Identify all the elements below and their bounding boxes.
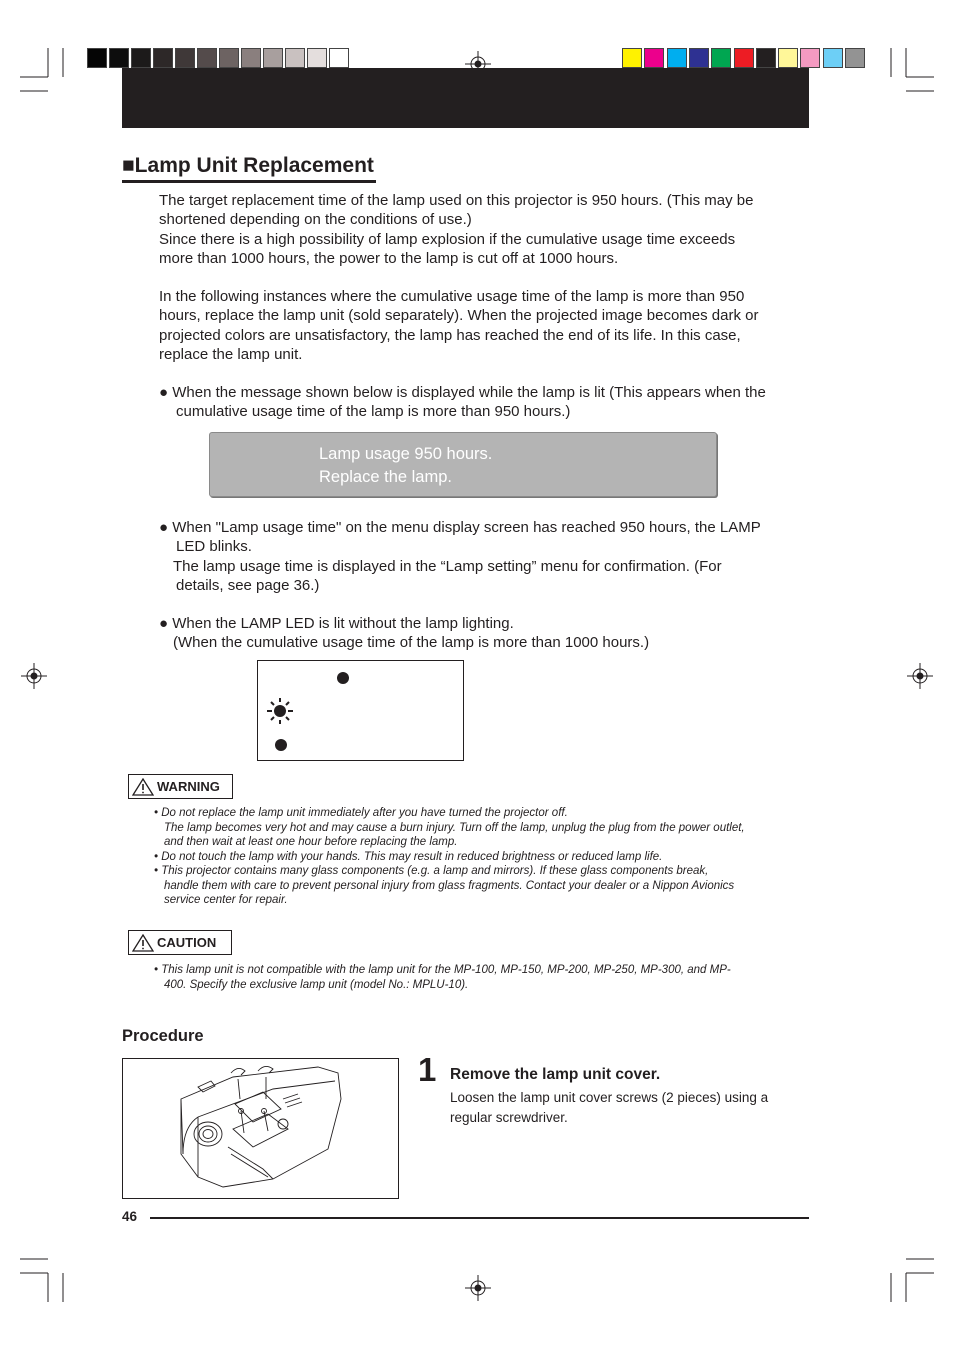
gray-swatch: [175, 48, 195, 68]
instances-line: replace the lamp unit.: [159, 345, 303, 363]
gray-swatch: [131, 48, 151, 68]
color-swatch: [778, 48, 798, 68]
projector-drawing: [123, 1059, 398, 1198]
warning-note-line: handle them with care to prevent personal injury from glass fragments. Contact your dealer or a Nippon Avionics: [164, 879, 735, 892]
bullet-line: ● When the message shown below is displayed while the lamp is lit (This appears when the: [159, 384, 766, 401]
color-swatch: [711, 48, 731, 68]
led-indicator-panel: [257, 660, 464, 761]
led-dot-icon: [275, 739, 287, 751]
caution-badge: [128, 930, 232, 955]
step-description-line: Loosen the lamp unit cover screws (2 pieces) using a: [450, 1090, 769, 1105]
color-swatch: [845, 48, 865, 68]
color-swatch: [622, 48, 642, 68]
intro-paragraph: [159, 191, 753, 268]
gray-swatch: [241, 48, 261, 68]
caution-note-line: 400. Specify the exclusive lamp unit (model No.: MPLU-10).: [164, 978, 469, 991]
gray-swatch: [87, 48, 107, 68]
bullet-line: ● When "Lamp usage time" on the menu display screen has reached 950 hours, the LAMP: [159, 519, 761, 536]
osd-line: Lamp usage 950 hours.: [319, 445, 493, 463]
warning-label: WARNING: [157, 779, 220, 794]
led-indicator-diagram: [258, 661, 463, 760]
color-swatch: [823, 48, 843, 68]
registration-mark-left: [21, 663, 47, 689]
warning-note-line: • This projector contains many glass components (e.g. a lamp and mirrors). If these glass components break,: [154, 865, 709, 877]
gray-swatch: [197, 48, 217, 68]
instances-line: hours, replace the lamp unit (sold separately). When the projected image becomes dark or: [159, 307, 759, 325]
warning-notes: [154, 806, 745, 908]
bullet-menu: [159, 518, 761, 595]
step-number: 1: [418, 1051, 437, 1088]
bullet-line: (When the cumulative usage time of the lamp is more than 1000 hours.): [173, 634, 650, 652]
warning-badge: [128, 774, 233, 799]
warning-note-line: and then wait at least one hour before replacing the lamp.: [164, 836, 458, 848]
caution-notes: [154, 963, 731, 992]
bullet-line: details, see page 36.): [176, 576, 320, 594]
color-swatch: [800, 48, 820, 68]
header-band: [122, 68, 809, 128]
osd-message-text: [319, 443, 492, 489]
registration-mark-bottom: [465, 1275, 491, 1301]
bullet-line: cumulative usage time of the lamp is more than 950 hours.): [176, 403, 571, 421]
procedure-heading: Procedure: [122, 1027, 204, 1045]
projector-illustration: [122, 1058, 399, 1199]
bullet-led: [159, 614, 649, 653]
intro-line: Since there is a high possibility of lamp explosion if the cumulative usage time exceeds: [159, 230, 736, 248]
page-number: 46: [122, 1209, 138, 1224]
gray-swatch: [153, 48, 173, 68]
gray-swatch: [109, 48, 129, 68]
color-swatch: [734, 48, 754, 68]
warning-note-line: • Do not touch the lamp with your hands. This may result in reduced brightness or reduced lamp life.: [154, 850, 663, 863]
intro-line: The target replacement time of the lamp used on this projector is 950 hours. (This may be: [159, 192, 754, 209]
warning-note-line: service center for repair.: [164, 894, 288, 906]
step-description: [450, 1088, 768, 1127]
instances-paragraph: [159, 287, 758, 364]
intro-line: more than 1000 hours, the power to the lamp is cut off at 1000 hours.: [159, 249, 619, 267]
step-description-line: regular screwdriver.: [450, 1109, 568, 1125]
gray-swatch: [263, 48, 283, 68]
bullet-line: The lamp usage time is displayed in the “Lamp setting” menu for confirmation. (For: [173, 557, 722, 575]
step-title: Remove the lamp unit cover.: [450, 1066, 661, 1083]
registration-mark-right: [907, 663, 933, 689]
osd-line: Replace the lamp.: [319, 468, 452, 486]
color-swatch: [689, 48, 709, 68]
caution-note-line: • This lamp unit is not compatible with the lamp unit for the MP-100, MP-150, MP-200, MP-250, MP-300, and MP-: [154, 964, 731, 976]
gray-swatch: [329, 48, 349, 68]
section-title: ■Lamp Unit Replacement: [122, 152, 376, 183]
caution-label: CAUTION: [157, 935, 217, 950]
gray-swatch: [285, 48, 305, 68]
bullet-line: ● When the LAMP LED is lit without the lamp lighting.: [159, 615, 514, 632]
gray-swatch: [307, 48, 327, 68]
instances-line: projected colors are unsatisfactory, the lamp has reached the end of its life. In this case,: [159, 326, 741, 344]
osd-message-box: [209, 432, 717, 497]
color-swatch: [667, 48, 687, 68]
led-dot-icon: [337, 672, 349, 684]
warning-note-line: • Do not replace the lamp unit immediately after you have turned the projector off.: [154, 807, 568, 819]
intro-line: shortened depending on the conditions of use.): [159, 211, 472, 229]
caution-triangle-icon: [132, 934, 154, 952]
bullet-message: [159, 383, 766, 422]
instances-line: In the following instances where the cumulative usage time of the lamp is more than 950: [159, 288, 745, 305]
color-swatch: [756, 48, 776, 68]
warning-note-line: The lamp becomes very hot and may cause a burn injury. Turn off the lamp, unplug the plug from the power outlet,: [164, 821, 745, 834]
footer-rule: [150, 1217, 809, 1219]
gray-swatch: [219, 48, 239, 68]
warning-triangle-icon: [132, 778, 154, 796]
bullet-line: LED blinks.: [176, 538, 252, 556]
color-swatch: [644, 48, 664, 68]
